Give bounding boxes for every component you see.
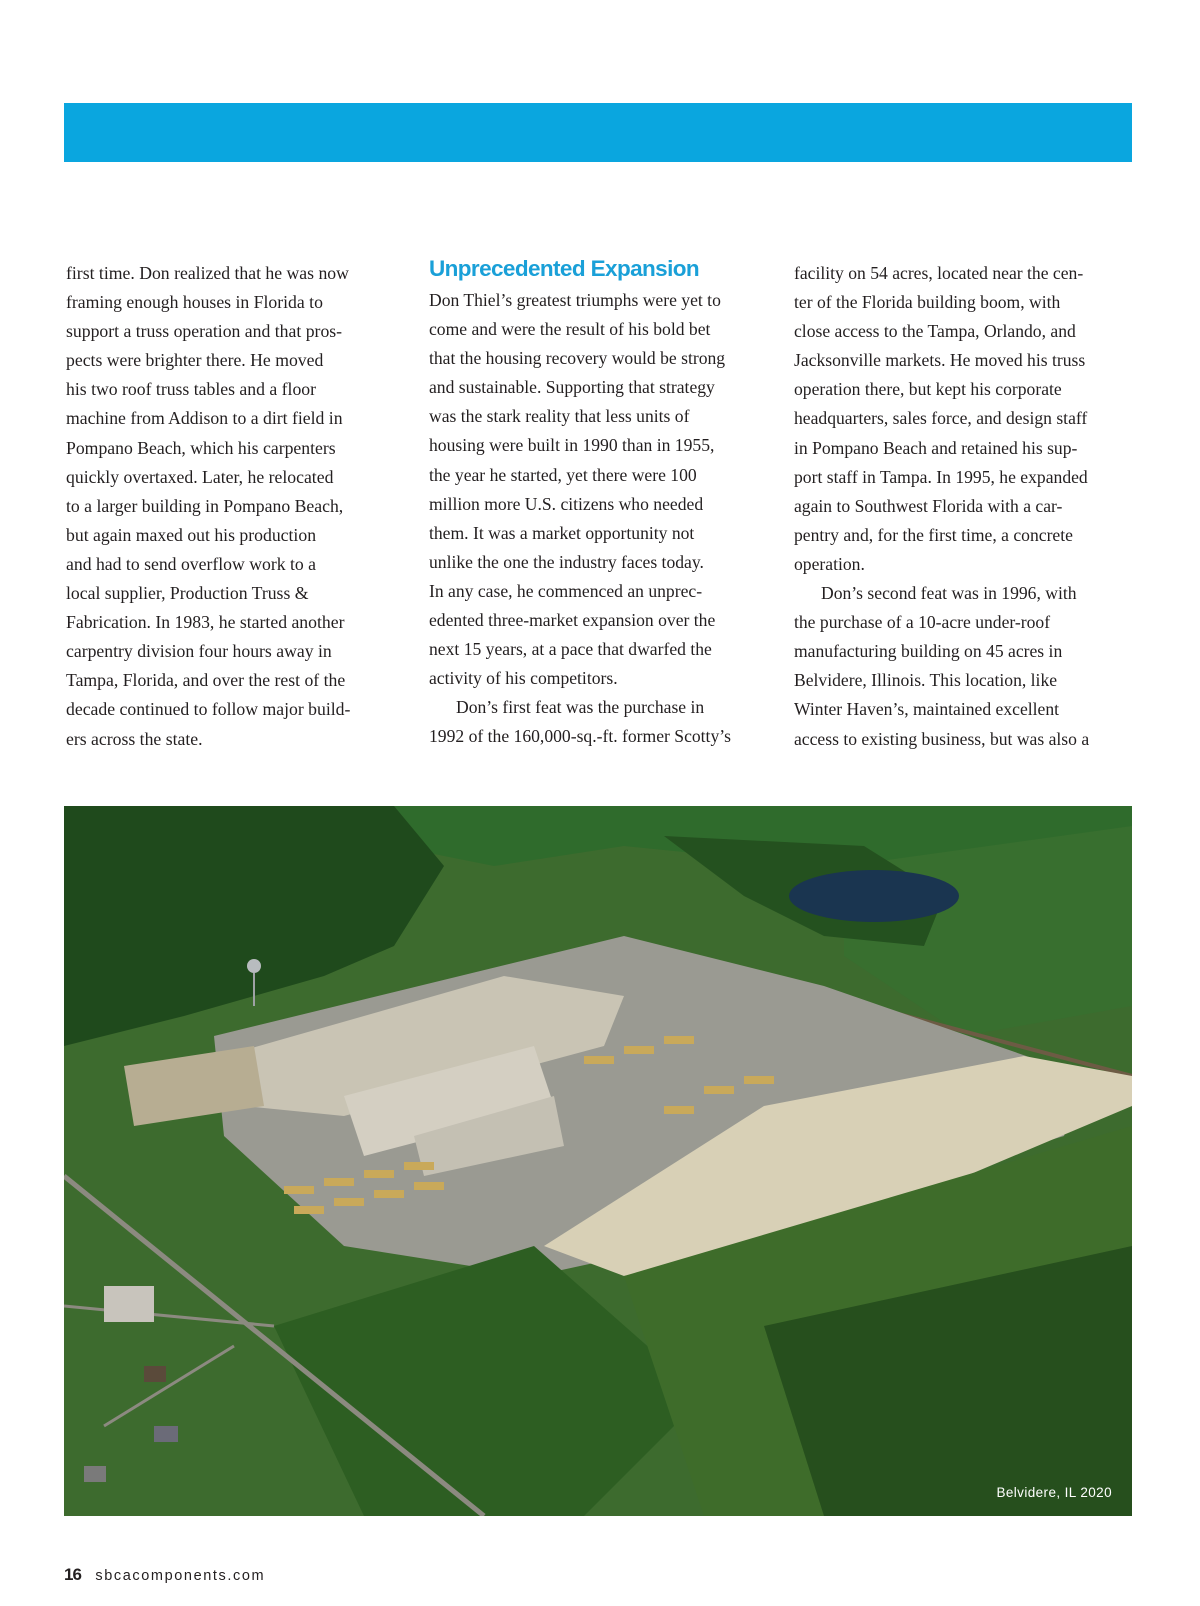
text-line: operation. xyxy=(794,553,865,574)
text-line: Tampa, Florida, and over the rest of the xyxy=(66,670,346,691)
article-column-middle xyxy=(429,256,769,752)
article-column-right xyxy=(794,259,1134,754)
page-number: 16 xyxy=(64,1565,81,1584)
text-line: first time. Don realized that he was now xyxy=(66,263,349,283)
text-line: port staff in Tampa. In 1995, he expanded xyxy=(794,466,1088,487)
text-line: housing were built in 1990 than in 1955, xyxy=(429,435,715,456)
text-line: Jacksonville markets. He moved his truss xyxy=(794,350,1086,371)
header-banner xyxy=(64,103,1132,162)
text-line: Don Thiel’s greatest triumphs were yet to xyxy=(429,290,721,310)
text-line: Winter Haven’s, maintained excellent xyxy=(794,699,1060,720)
site-url: sbcacomponents.com xyxy=(95,1568,266,1584)
text-line: support a truss operation and that pros- xyxy=(66,321,343,342)
text-line: activity of his competitors. xyxy=(429,668,618,689)
aerial-photo xyxy=(64,806,1132,1516)
paragraph xyxy=(429,693,769,751)
paragraph xyxy=(429,286,769,693)
text-line: quickly overtaxed. Later, he relocated xyxy=(66,466,334,487)
text-line: that the housing recovery would be strong xyxy=(429,348,726,369)
text-line: machine from Addison to a dirt field in xyxy=(66,408,343,429)
text-line: headquarters, sales force, and design staff xyxy=(794,408,1088,429)
text-line: access to existing business, but was also a xyxy=(794,728,1090,749)
text-line: them. It was a market opportunity not xyxy=(429,522,695,543)
text-line: operation there, but kept his corporate xyxy=(794,379,1062,400)
page-footer xyxy=(64,1565,265,1585)
text-line: come and were the result of his bold bet xyxy=(429,319,711,340)
section-heading: Unprecedented Expansion xyxy=(429,256,700,281)
aerial-photo-illustration xyxy=(64,806,1132,1516)
article-column-left xyxy=(66,259,410,754)
text-line: framing enough houses in Florida to xyxy=(66,292,323,313)
text-line: and had to send overflow work to a xyxy=(66,553,317,574)
text-line: 1992 of the 160,000-sq.-ft. former Scotty’s xyxy=(429,726,731,747)
text-line: pects were brighter there. He moved xyxy=(66,350,324,371)
text-line: to a larger building in Pompano Beach, xyxy=(66,495,344,516)
text-line: ers across the state. xyxy=(66,728,203,749)
text-line: decade continued to follow major build- xyxy=(66,699,351,720)
text-line: Don’s second feat was in 1996, with xyxy=(821,583,1077,604)
text-line: his two roof truss tables and a floor xyxy=(66,379,317,400)
text-line: Pompano Beach, which his carpenters xyxy=(66,437,336,458)
text-line: manufacturing building on 45 acres in xyxy=(794,641,1063,662)
text-line: carpentry division four hours away in xyxy=(66,641,332,662)
text-line: the year he started, yet there were 100 xyxy=(429,464,697,485)
text-line: in Pompano Beach and retained his sup- xyxy=(794,437,1078,458)
text-line: was the stark reality that less units of xyxy=(429,406,690,427)
text-line: the purchase of a 10-acre under-roof xyxy=(794,612,1051,633)
text-line: Fabrication. In 1983, he started another xyxy=(66,612,345,633)
text-line: unlike the one the industry faces today. xyxy=(429,551,704,572)
text-line: ter of the Florida building boom, with xyxy=(794,292,1061,313)
text-line: facility on 54 acres, located near the cen- xyxy=(794,263,1084,283)
text-line: In any case, he commenced an unprec- xyxy=(429,580,703,601)
text-line: but again maxed out his production xyxy=(66,524,317,545)
text-line: pentry and, for the first time, a concrete xyxy=(794,524,1073,545)
paragraph xyxy=(66,259,410,754)
text-line: Belvidere, Illinois. This location, like xyxy=(794,670,1058,691)
text-line: Don’s first feat was the purchase in xyxy=(456,697,705,718)
paragraph xyxy=(794,579,1134,754)
paragraph xyxy=(794,259,1134,579)
text-line: million more U.S. citizens who needed xyxy=(429,493,704,514)
photo-caption: Belvidere, IL 2020 xyxy=(996,1485,1112,1500)
text-line: local supplier, Production Truss & xyxy=(66,583,309,604)
text-line: again to Southwest Florida with a car- xyxy=(794,495,1063,516)
text-line: and sustainable. Supporting that strategy xyxy=(429,377,715,398)
text-line: next 15 years, at a pace that dwarfed the xyxy=(429,639,712,660)
text-line: close access to the Tampa, Orlando, and xyxy=(794,321,1076,342)
text-line: edented three-market expansion over the xyxy=(429,610,716,631)
